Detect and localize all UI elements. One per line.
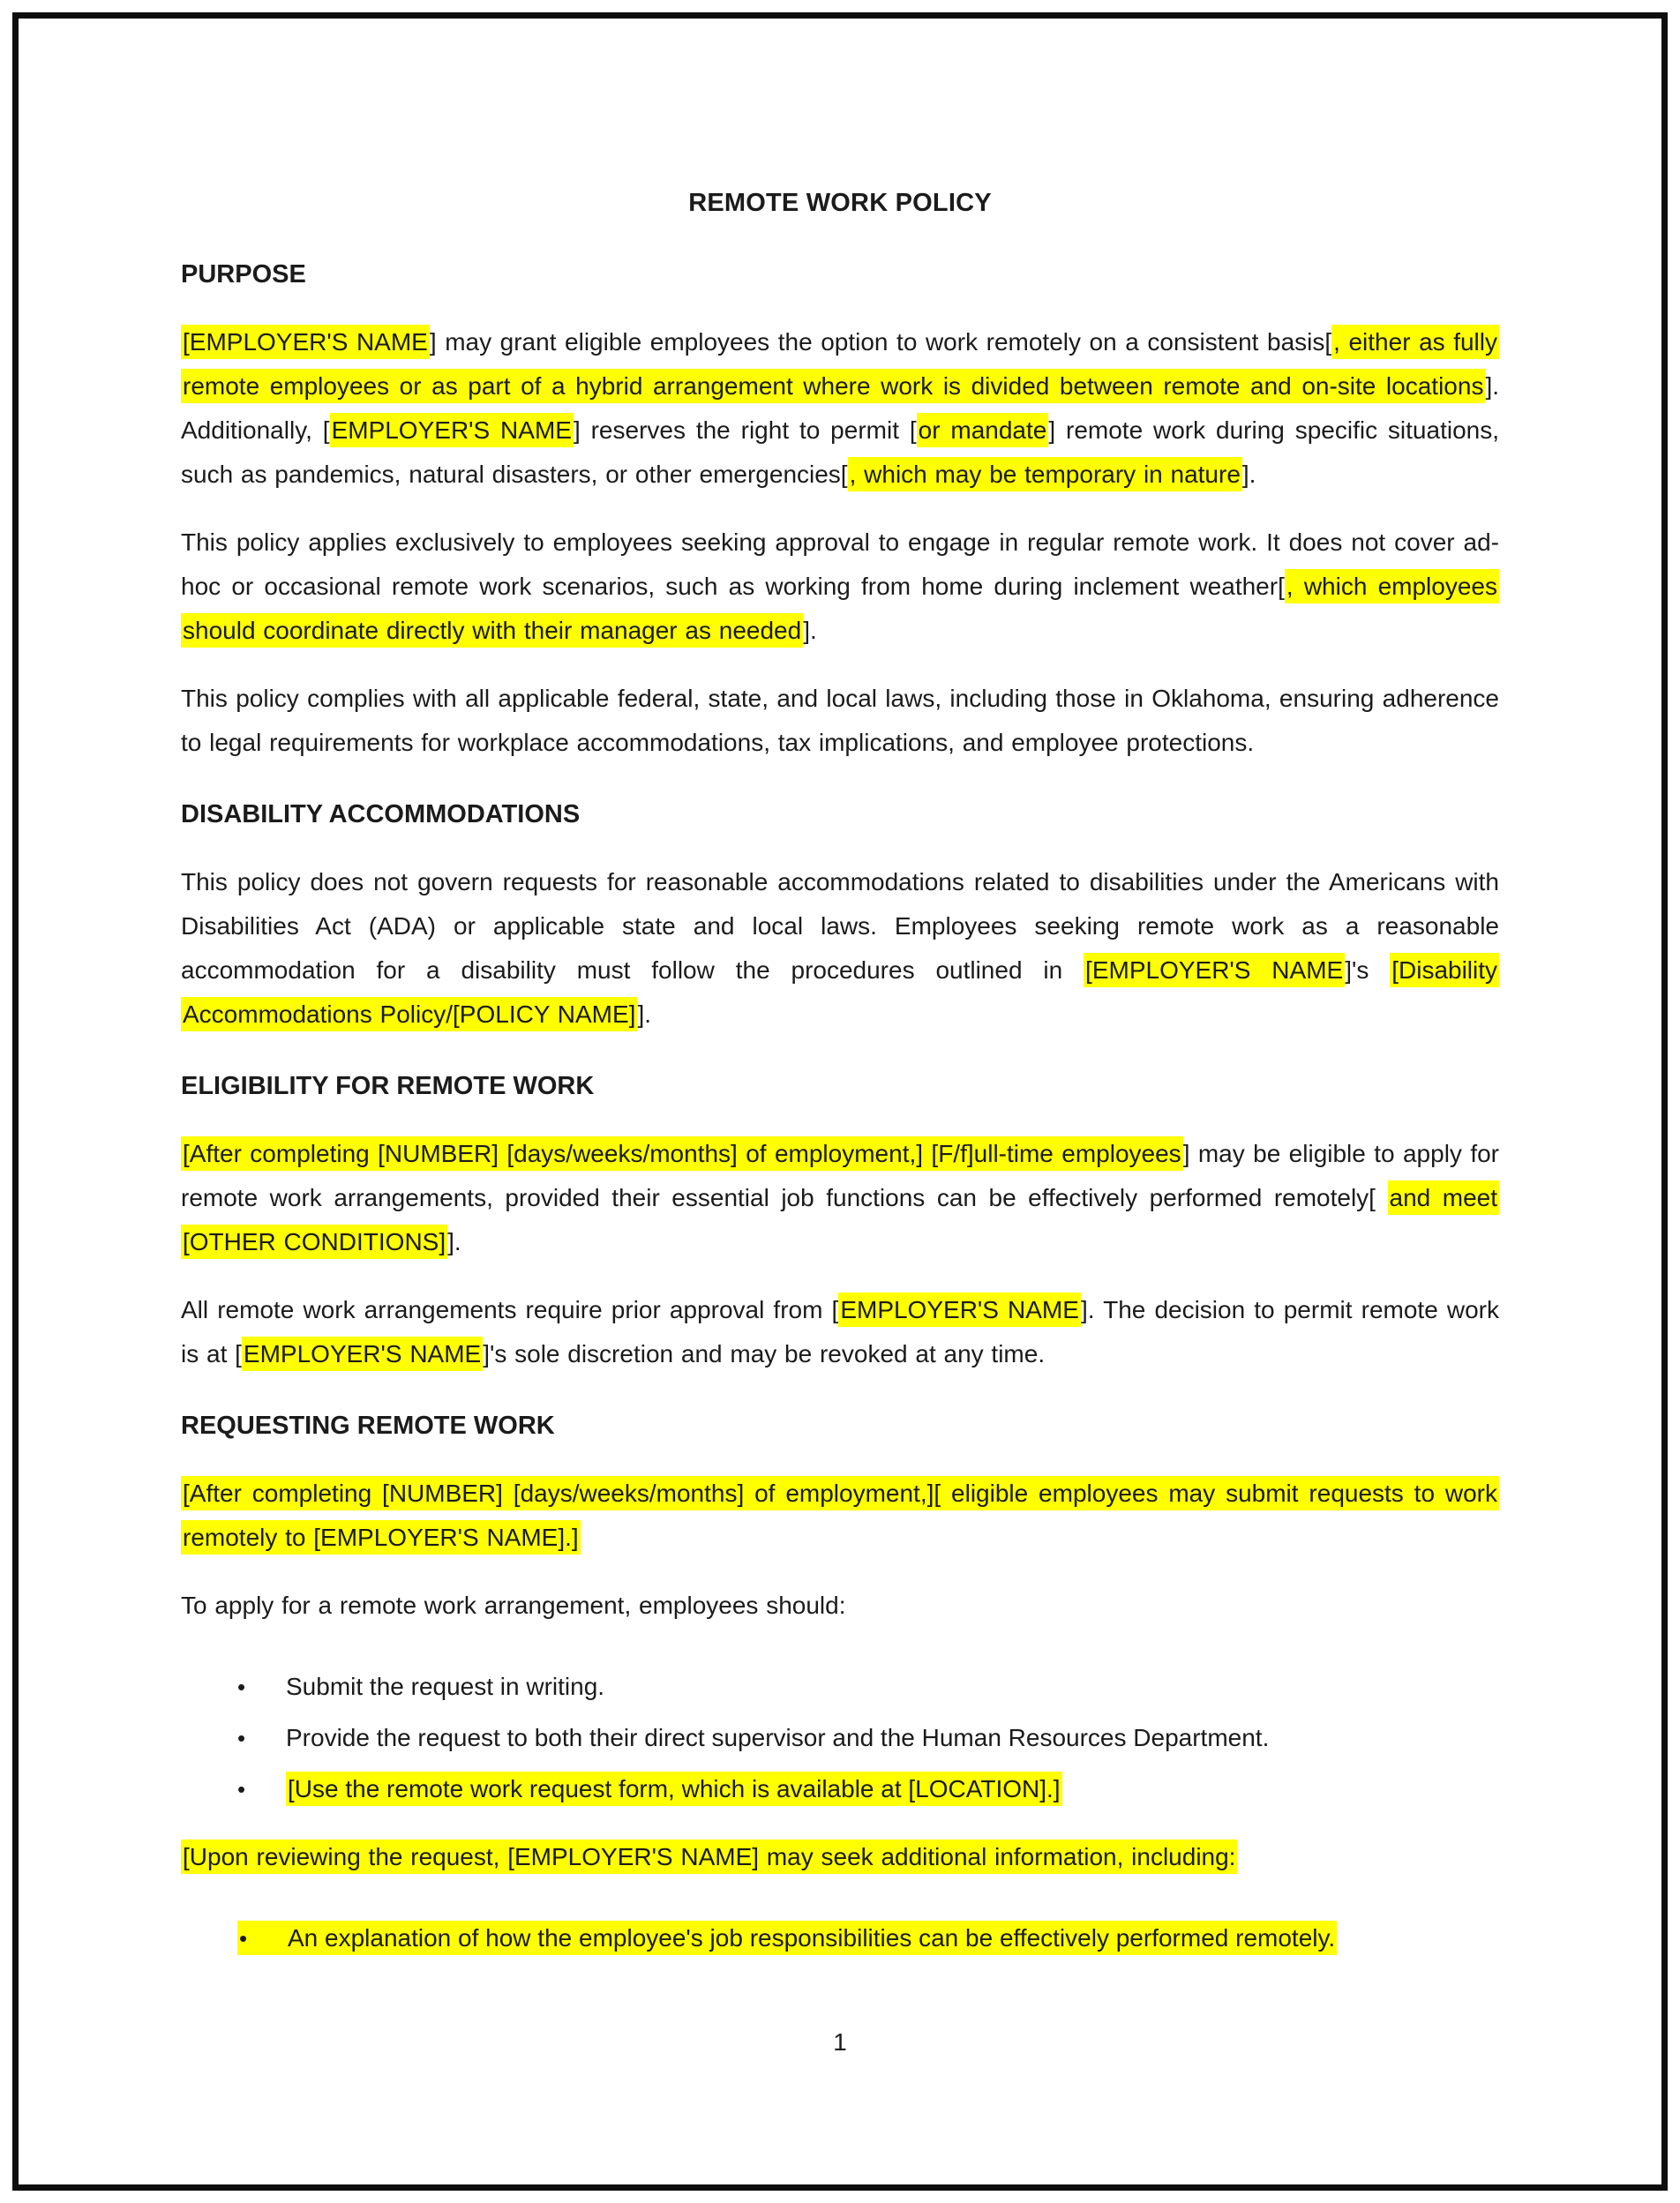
paragraph <box>181 1288 1499 1376</box>
list-item-content <box>237 1673 604 1700</box>
highlighted-text: An explanation of how the employee's job responsibilities can be effectively performed remotely. <box>288 1924 1336 1952</box>
paragraph <box>181 1584 1499 1628</box>
paragraph <box>181 677 1499 765</box>
text-run: ]. <box>637 1000 651 1028</box>
highlighted-text: EMPLOYER'S NAME <box>242 1337 483 1371</box>
text-run: ]'s <box>1345 956 1391 984</box>
highlighted-text: EMPLOYER'S NAME <box>838 1293 1081 1327</box>
paragraph <box>181 1835 1499 1879</box>
highlighted-text: [After completing [NUMBER] [days/weeks/months] of employment,] [F/f]ull-time employees <box>181 1136 1183 1171</box>
highlighted-text: , which employees should coordinate directly with their manager as needed <box>181 569 1499 648</box>
text-run: ]. <box>803 617 817 644</box>
text-run: ]. Additionally, [ <box>181 372 1499 444</box>
section-heading: ELIGIBILITY FOR REMOTE WORK <box>181 1072 595 1100</box>
text-run: ]'s sole discretion and may be revoked at any time. <box>483 1340 1046 1368</box>
section-heading: DISABILITY ACCOMMODATIONS <box>181 800 581 828</box>
bullet-list <box>181 1665 1499 1811</box>
highlighted-text: [After completing [NUMBER] [days/weeks/months] of employment,][ eligible employees may submit requests to work remotely to [EMPLOYER'S NAME].] <box>181 1476 1499 1555</box>
text-run: Provide the request to both their direct supervisor and the Human Resources Department. <box>286 1724 1270 1751</box>
text-run: This policy applies exclusively to employees seeking approval to engage in regular remote work. It does not cover ad-hoc or occasional remote work scenarios, such as working from home during inclement weather[ <box>181 528 1499 600</box>
bullet-list <box>181 1916 1499 1960</box>
text-run: All remote work arrangements require prior approval from [ <box>181 1296 839 1323</box>
bullet-icon: • <box>237 1674 246 1700</box>
highlighted-text: [EMPLOYER'S NAME <box>1084 953 1345 987</box>
page-number: 1 <box>833 2028 847 2056</box>
page-border-frame <box>12 12 1668 2191</box>
text-run: This policy does not govern requests for reasonable accommodations related to disabilities under the Americans with Disabilities Act (ADA) or applicable state and local laws. Employees seeking remote work as a reasonable accommodation for a disability must follow the procedures outlined in <box>181 868 1499 984</box>
list-item <box>181 1665 1499 1709</box>
highlighted-text: or mandate <box>917 413 1049 447</box>
section-heading: PURPOSE <box>181 260 306 288</box>
highlighted-text: [EMPLOYER'S NAME <box>181 325 430 359</box>
paragraph <box>181 1132 1499 1264</box>
document-title: REMOTE WORK POLICY <box>688 189 992 217</box>
paragraph <box>181 521 1499 653</box>
text-run: ]. <box>1241 461 1256 488</box>
paragraph <box>181 320 1499 497</box>
highlighted-text: EMPLOYER'S NAME <box>330 413 574 447</box>
list-item-content <box>237 1775 1062 1802</box>
list-item-content <box>237 1724 1269 1751</box>
text-run: ] remote work during specific situations, such as pandemics, natural disasters, or other emergencies[ <box>181 416 1500 488</box>
list-item-content <box>237 1921 1337 1955</box>
text-run: ] may be eligible to apply for remote work arrangements, provided their essential job functions can be effectively performed remotely[ <box>181 1140 1499 1211</box>
document-content <box>181 37 1499 2064</box>
paragraph <box>181 860 1499 1037</box>
section-heading: REQUESTING REMOTE WORK <box>181 1412 555 1440</box>
text-run: Submit the request in writing. <box>286 1673 605 1700</box>
paragraph <box>181 1472 1499 1560</box>
highlighted-text: [Use the remote work request form, which is available at [LOCATION].] <box>286 1772 1062 1806</box>
highlighted-text: [Disability Accommodations Policy/[POLICY NAME] <box>181 953 1499 1031</box>
text-run: To apply for a remote work arrangement, employees should: <box>181 1592 846 1619</box>
list-item <box>181 1716 1499 1760</box>
highlighted-text: and meet [OTHER CONDITIONS] <box>181 1180 1499 1259</box>
text-run: This policy complies with all applicable federal, state, and local laws, including those in Oklahoma, ensuring adherence to legal requirements for workplace accommodations, tax implications, and employee protections. <box>181 685 1499 756</box>
bullet-icon: • <box>237 1776 246 1802</box>
text-run: ] reserves the right to permit [ <box>573 416 917 444</box>
bullet-icon: • <box>239 1925 248 1952</box>
bullet-icon: • <box>237 1725 246 1751</box>
text-run: ] may grant eligible employees the option to work remotely on a consistent basis[ <box>429 328 1332 356</box>
text-run: ]. The decision to permit remote work is at [ <box>181 1296 1499 1368</box>
text-run: ]. <box>447 1228 461 1255</box>
highlighted-text: , either as fully remote employees or as part of a hybrid arrangement where work is divided between remote and on-site locations <box>181 325 1499 403</box>
highlighted-text: , which may be temporary in nature <box>848 457 1242 491</box>
list-item <box>181 1767 1499 1811</box>
highlighted-text: [Upon reviewing the request, [EMPLOYER'S NAME] may seek additional information, including: <box>181 1840 1237 1874</box>
document-body <box>181 252 1499 1960</box>
list-item <box>181 1916 1499 1960</box>
